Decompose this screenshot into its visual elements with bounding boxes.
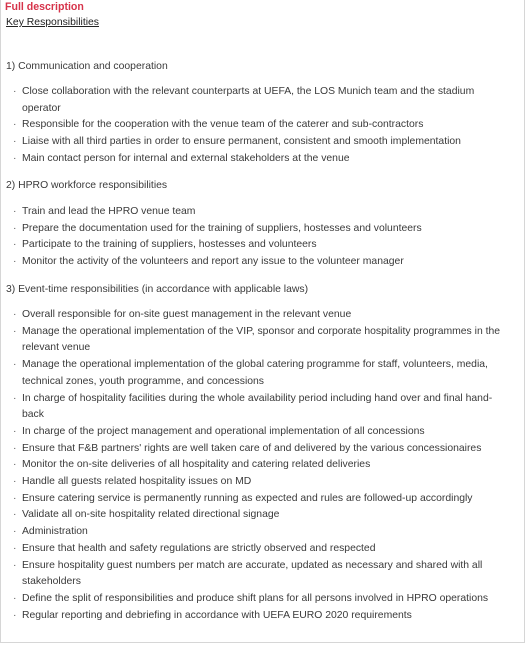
bullet-icon: · bbox=[13, 442, 17, 454]
list-item: · In charge of hospitality facilities during the whole availability period including hand over and final hand-back bbox=[13, 392, 493, 421]
list-item: · Overall responsible for on-site guest management in the relevant venue bbox=[13, 307, 513, 324]
bullet-icon: · bbox=[13, 239, 17, 251]
list-item: · In charge of the project management and operational implementation of all concessions bbox=[13, 424, 513, 441]
section-list-communication bbox=[13, 84, 513, 168]
list-item: · Ensure that F&B partners' rights are well taken care of and delivered by the various concessionaires bbox=[13, 441, 513, 458]
bullet-icon: · bbox=[13, 222, 17, 234]
bullet-icon: · bbox=[13, 509, 17, 521]
list-item: · Monitor the on-site deliveries of all hospitality and catering related deliveries bbox=[13, 457, 513, 474]
list-item: · Manage the operational implementation of the global catering programme for staff, volunteers, media, technical zones, youth programme, and concessions bbox=[13, 359, 488, 387]
list-item: · Handle all guests related hospitality issues on MD bbox=[13, 474, 513, 491]
key-responsibilities-subheading: Key Responsibilities bbox=[6, 17, 99, 28]
bullet-icon: · bbox=[13, 119, 17, 131]
bullet-icon: · bbox=[13, 152, 17, 164]
bullet-icon: · bbox=[13, 325, 17, 337]
list-item: · Train and lead the HPRO venue team bbox=[13, 204, 513, 221]
list-item: · Ensure that health and safety regulations are strictly observed and respected bbox=[13, 541, 513, 558]
bullet-icon: · bbox=[13, 476, 17, 488]
bullet-icon: · bbox=[13, 459, 17, 471]
list-item: · Main contact person for internal and external stakeholders at the venue bbox=[13, 151, 513, 168]
bullet-icon: · bbox=[13, 542, 17, 554]
list-item: · Ensure hospitality guest numbers per match are accurate, updated as necessary and shared with all stakeholders bbox=[13, 559, 483, 588]
bullet-icon: · bbox=[13, 359, 17, 371]
bullet-icon: · bbox=[13, 86, 17, 97]
bullet-icon: · bbox=[13, 559, 17, 571]
list-item: · Ensure catering service is permanently running as expected and rules are followed-up accordingly bbox=[13, 491, 513, 508]
bullet-icon: · bbox=[13, 256, 17, 268]
list-item: · Regular reporting and debriefing in accordance with UEFA EURO 2020 requirements bbox=[13, 608, 513, 625]
section-list-event-time bbox=[13, 307, 513, 624]
list-item: · Close collaboration with the relevant counterparts at UEFA, the LOS Munich team and the stadium operator bbox=[13, 86, 475, 114]
full-description-heading: Full description bbox=[5, 1, 84, 13]
list-item: · Prepare the documentation used for the training of suppliers, hostesses and volunteers bbox=[13, 221, 513, 238]
bullet-icon: · bbox=[13, 309, 17, 320]
list-item: · Validate all on-site hospitality related directional signage bbox=[13, 507, 513, 524]
bullet-icon: · bbox=[13, 425, 17, 437]
bullet-icon: · bbox=[13, 206, 17, 217]
list-item: · Participate to the training of suppliers, hostesses and volunteers bbox=[13, 237, 513, 254]
section-list-workforce bbox=[13, 204, 513, 271]
bullet-icon: · bbox=[13, 492, 17, 504]
bullet-icon: · bbox=[13, 526, 17, 538]
list-item: · Liaise with all third parties in order to ensure permanent, consistent and smooth implementation bbox=[13, 134, 513, 151]
list-item: · Administration bbox=[13, 524, 513, 541]
section-title-communication: 1) Communication and cooperation bbox=[6, 61, 168, 72]
bullet-icon: · bbox=[13, 609, 17, 621]
list-item: · Manage the operational implementation of the VIP, sponsor and corporate hospitality programmes in the relevant venue bbox=[13, 325, 501, 354]
bullet-icon: · bbox=[13, 136, 17, 148]
list-item: · Define the split of responsibilities and produce shift plans for all persons involved in HPRO operations bbox=[13, 591, 513, 608]
bullet-icon: · bbox=[13, 392, 17, 404]
bullet-icon: · bbox=[13, 592, 17, 604]
section-title-event-time: 3) Event-time responsibilities (in accordance with applicable laws) bbox=[6, 284, 309, 295]
list-item: · Responsible for the cooperation with the venue team of the caterer and sub-contractors bbox=[13, 117, 513, 134]
list-item: · Monitor the activity of the volunteers and report any issue to the volunteer manager bbox=[13, 254, 513, 271]
section-title-workforce: 2) HPRO workforce responsibilities bbox=[6, 180, 168, 191]
